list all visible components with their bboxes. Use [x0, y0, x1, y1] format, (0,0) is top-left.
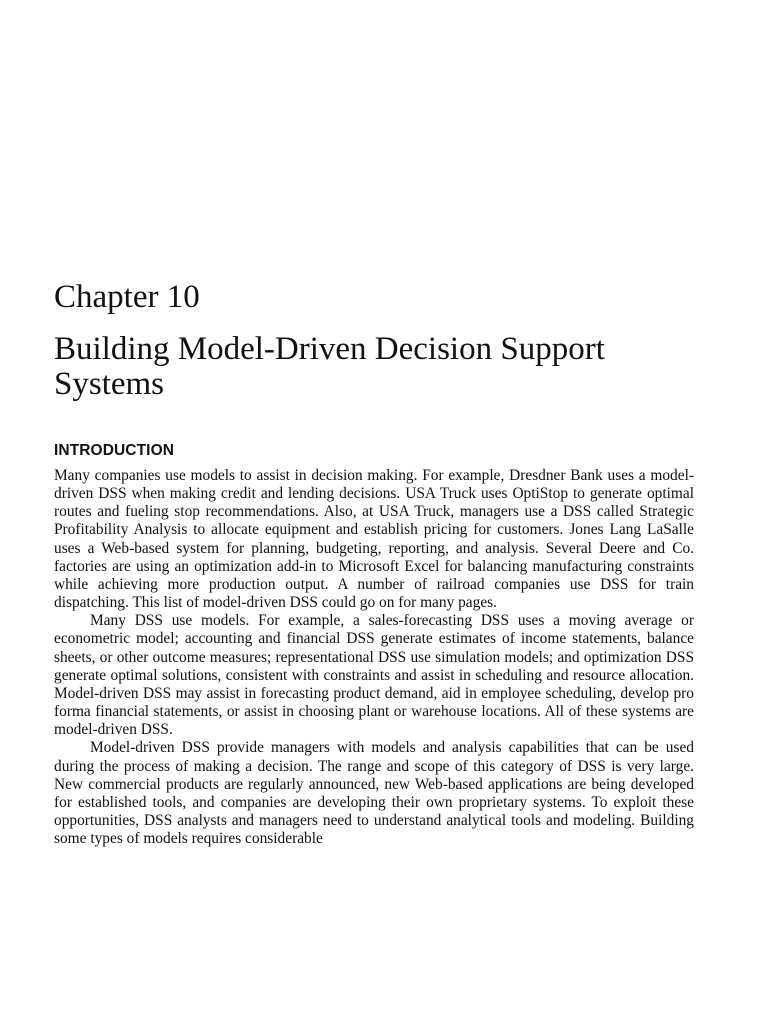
body-text	[54, 467, 694, 848]
chapter-title: Building Model-Driven Decision Support Systems	[54, 331, 605, 402]
chapter-number: Chapter 10	[54, 279, 200, 315]
paragraph-2: Many DSS use models. For example, a sales-forecasting DSS uses a moving average or econometric model; accounting and financial DSS generate estimates of income statements, balance sheets, or other outcome measures; representational DSS use simulation models; and optimization DSS generate optimal solutions, consistent with constraints and assist in scheduling and resource allocation. Model-driven DSS may assist in forecasting product demand, aid in employee scheduling, develop pro forma financial statements, or assist in choosing plant or warehouse locations. All of these systems are model-driven DSS.	[54, 612, 694, 739]
section-heading: INTRODUCTION	[54, 442, 175, 459]
paragraph-3: Model-driven DSS provide managers with models and analysis capabilities that can be used during the process of making a decision. The range and scope of this category of DSS is very large. New commercial products are regularly announced, new Web-based applications are being developed for established tools, and companies are developing their own proprietary systems. To exploit these opportunities, DSS analysts and managers need to understand analytical tools and modeling. Building some types of models requires considerable	[54, 739, 694, 848]
paragraph-1: Many companies use models to assist in decision making. For example, Dresdner Bank uses a model-driven DSS when making credit and lending decisions. USA Truck uses OptiStop to generate optimal routes and fueling stop recommendations. Also, at USA Truck, managers use a DSS called Strategic Profitability Analysis to allocate equipment and establish pricing for customers. Jones Lang LaSalle uses a Web-based system for planning, budgeting, reporting, and analysis. Several Deere and Co. factories are using an optimization add-in to Microsoft Excel for balancing manufacturing constraints while achieving more production output. A number of railroad companies use DSS for train dispatching. This list of model-driven DSS could go on for many pages.	[54, 467, 694, 612]
